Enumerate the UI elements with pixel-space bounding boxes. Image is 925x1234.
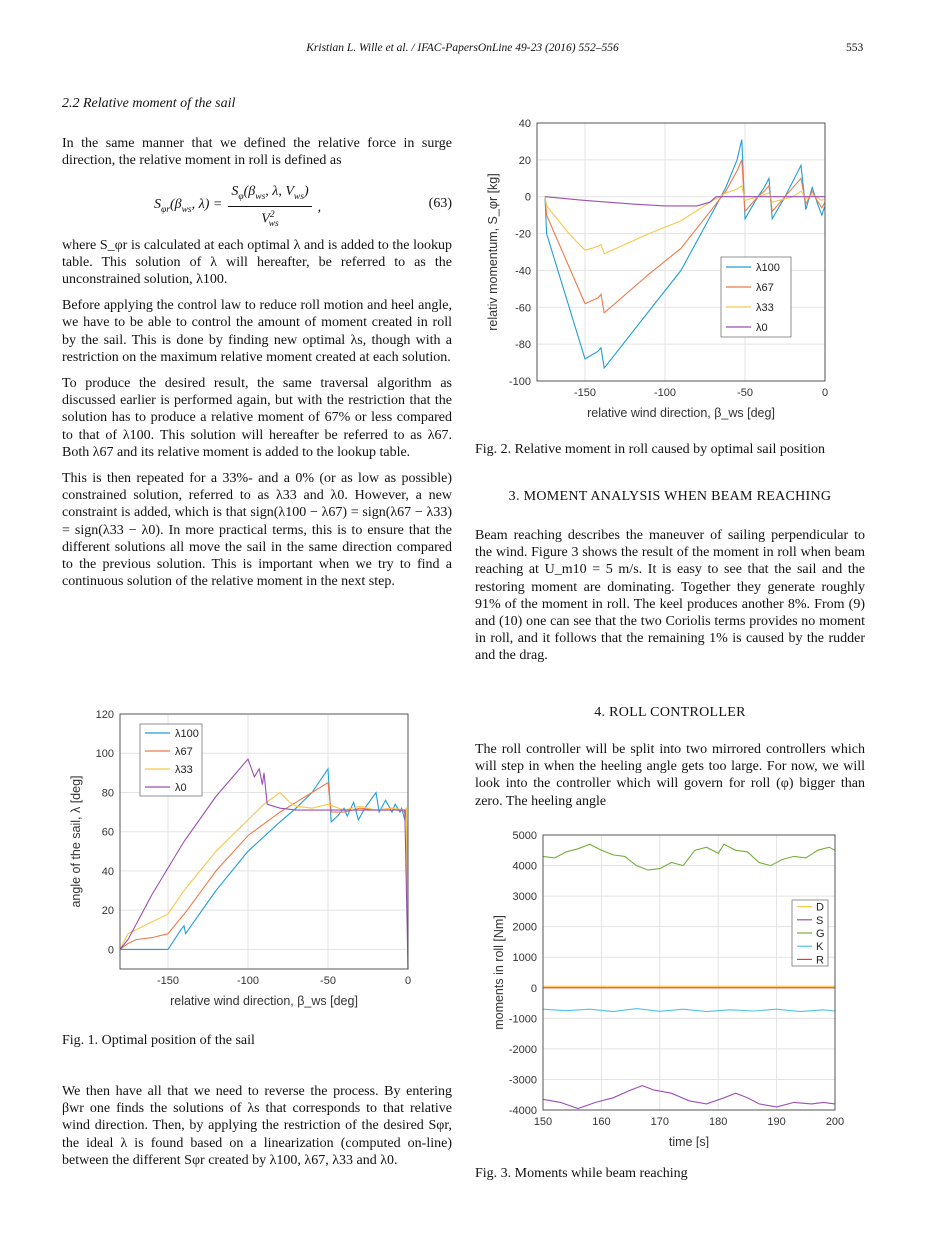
y-tick-label: 0 — [107, 944, 114, 957]
legend-label: G — [816, 928, 825, 940]
paragraph-6: We then have all that we need to reverse the process. By entering βwr one finds the solutions of λs that corresponds to that relative wind direction. Then, by applying the restriction of the desired Sφr, the ideal λ is found based on a linearization (computed on-line) between the different Sφr created by λ100, λ67, λ33 and λ0. — [62, 1084, 452, 1168]
paragraph-2: where S_φr is calculated at each optimal λ and is added to the lookup table. This solution of λ will hereafter, be referred to as the unconstrained solution, λ100. — [62, 237, 452, 288]
legend-label: K — [816, 941, 824, 954]
x-tick-label: -150 — [156, 975, 180, 987]
x-axis-label: time [s] — [668, 1135, 710, 1148]
eq-fraction: $\frac{S_\varphi(\beta_{ws}, \lambda, V_{ws})}{V^2_{ws}}$ — [228, 183, 311, 234]
legend-label: λ67 — [175, 746, 193, 758]
y-tick-label: 40 — [518, 118, 531, 130]
y-tick-label: -80 — [515, 339, 531, 352]
y-tick-label: 4000 — [512, 860, 537, 873]
section-3-heading: 3. MOMENT ANALYSIS WHEN BEAM REACHING — [508, 489, 832, 504]
paragraph-6-block — [62, 1083, 452, 1178]
figure-2-chart — [475, 112, 865, 432]
subsection-heading: 2.2 Relative moment of the sail — [62, 96, 236, 111]
legend-label: λ33 — [175, 764, 193, 776]
y-tick-label: -40 — [515, 265, 531, 278]
legend-label: λ100 — [175, 728, 199, 740]
figure-1-chart — [62, 702, 452, 1022]
figure-2-caption: Fig. 2. Relative moment in roll caused by optimal sail position — [475, 442, 825, 457]
y-tick-label: 100 — [95, 748, 114, 761]
y-tick-label: -3000 — [508, 1074, 537, 1087]
y-tick-label: 0 — [530, 982, 537, 995]
legend-label: λ100 — [756, 262, 780, 274]
y-tick-label: 0 — [524, 191, 531, 204]
page-number: 553 — [846, 42, 864, 54]
y-tick-label: 80 — [101, 787, 114, 800]
legend-label: λ67 — [756, 282, 774, 294]
section-4-heading: 4. ROLL CONTROLLER — [594, 705, 746, 720]
y-tick-label: -20 — [515, 228, 531, 241]
figure-3-caption: Fig. 3. Moments while beam reaching — [475, 1166, 688, 1181]
paragraph-7: Beam reaching describes the maneuver of sailing perpendicular to the wind. Figure 3 shows the result of the moment in roll when beam reaching at U_m10 = 5 m/s. It is easy to see that the sail and the restoring moment are dominating. Together they generate roughly 91% of the moment in roll. The keel produces another 8%. From (9) and (10) one can see that the two Coriolis terms provides no moment in roll, and it follows that the remaining 1% is caused by the rudder and the drag. — [475, 528, 865, 664]
x-tick-label: 180 — [709, 1116, 728, 1128]
legend-label: λ0 — [756, 322, 768, 334]
y-tick-label: 20 — [101, 905, 114, 918]
equation-63: $S_{\varphi r}(\beta_{ws}$, λ) = $\frac{S_\varphi(\beta_{ws}, \lambda, V_{ws})}{V^2_{ws}}$ , (63) — [62, 179, 452, 225]
eq-lhs: $S_{\varphi r}(\beta_{ws}$, λ) = — [154, 197, 223, 216]
y-axis-label: angle of the sail, λ [deg] — [69, 775, 83, 908]
y-tick-label: 40 — [101, 865, 114, 878]
x-tick-label: 170 — [650, 1116, 669, 1128]
y-tick-label: -4000 — [508, 1105, 537, 1117]
y-tick-label: 120 — [95, 709, 114, 721]
y-tick-label: 1000 — [512, 952, 537, 965]
paragraph-3: Before applying the control law to reduce roll motion and heel angle, we have to be able to control the amount of moment created in roll by the sail. This is done by finding new optimal λs, though with a restriction on the maximum relative moment created at each solution. — [62, 298, 452, 365]
legend-label: S — [816, 914, 824, 927]
left-column — [62, 95, 452, 599]
x-tick-label: 0 — [404, 975, 412, 987]
y-tick-label: 5000 — [512, 830, 537, 842]
legend-label: D — [816, 901, 824, 914]
x-tick-label: -100 — [236, 975, 260, 987]
x-tick-label: 200 — [825, 1116, 845, 1128]
x-tick-label: 0 — [821, 387, 829, 399]
legend-label: λ33 — [756, 302, 774, 314]
y-tick-label: -1000 — [508, 1013, 537, 1026]
x-tick-label: -50 — [320, 975, 336, 987]
y-axis-label: relativ momentum, S_φr [kg] — [486, 173, 500, 331]
paragraph-1: In the same manner that we defined the relative force in surge direction, the relative moment in roll is defined as — [62, 136, 452, 169]
y-tick-label: 60 — [101, 826, 114, 839]
y-tick-label: -60 — [515, 302, 531, 315]
y-tick-label: 20 — [518, 154, 531, 167]
figure-3-chart — [475, 826, 865, 1148]
y-tick-label: 2000 — [512, 921, 537, 934]
x-tick-label: 190 — [767, 1116, 786, 1128]
x-axis-label: relative wind direction, β_ws [deg] — [587, 406, 775, 420]
paragraph-8: The roll controller will be split into two mirrored controllers which will step in when the heeling angle gets too large. For now, we will look into the controller which will govern for roll (φ) bigger than zero. The heeling angle — [475, 742, 865, 809]
paragraph-8-block — [475, 741, 865, 819]
paragraph-7-block — [475, 527, 865, 674]
x-tick-label: 160 — [592, 1116, 611, 1128]
x-tick-label: 150 — [533, 1116, 553, 1128]
legend-label: λ0 — [175, 782, 187, 794]
x-tick-label: -50 — [737, 387, 753, 399]
paragraph-5: This is then repeated for a 33%- and a 0% (or as low as possible) constrained solution, referred to as λ33 and λ0. However, a new constraint is added, which is that sign(λ100 − λ67) = sign(λ67 − λ33) = sign(λ33 − λ0). In more practical terms, this is to ensure that the different solutions all move the sail in the same direction compared to the previous solution. This is important when we try to find a continuous solution of the relative moment in the next step. — [62, 471, 452, 590]
plot-area — [543, 835, 835, 1110]
running-title: Kristian L. Wille et al. / IFAC-PapersOnLine 49-23 (2016) 552–556 — [306, 42, 619, 54]
paragraph-4: To produce the desired result, the same traversal algorithm as discussed earlier is performed again, but with the restriction that the solution has to produce a relative moment of 67% or less compared to that of λ100. This solution will hereafter be referred to as λ67. Both λ67 and its relative moment is added to the lookup table. — [62, 376, 452, 460]
x-axis-label: relative wind direction, β_ws [deg] — [170, 994, 358, 1008]
x-tick-label: -150 — [573, 387, 597, 399]
y-tick-label: -2000 — [508, 1043, 537, 1056]
y-axis-label: moments in roll [Nm] — [492, 915, 506, 1030]
equation-number: (63) — [428, 195, 452, 211]
legend-label: R — [816, 954, 824, 967]
figure-1-caption: Fig. 1. Optimal position of the sail — [62, 1033, 255, 1048]
y-tick-label: -100 — [508, 376, 531, 388]
y-tick-label: 3000 — [512, 891, 537, 904]
x-tick-label: -100 — [653, 387, 677, 399]
